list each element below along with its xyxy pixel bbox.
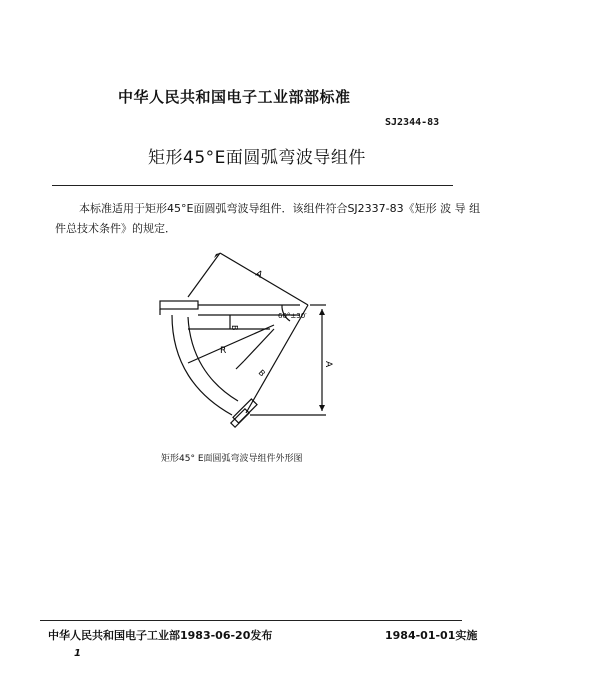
page-number: 1 — [74, 648, 81, 659]
issuing-authority-title: 中华人民共和国电子工业部部标准 — [118, 88, 351, 106]
scope-line-2: 件总技术条件》的规定． — [55, 222, 176, 235]
dimension-a-top-label: A — [253, 268, 264, 281]
radius-label: R — [220, 346, 227, 356]
waveguide-bend-drawing — [150, 245, 350, 445]
title-divider — [52, 185, 453, 186]
bottom-flange — [233, 399, 257, 423]
document-title: 矩形45°E面圆弧弯波导组件 — [148, 148, 366, 168]
angle-tolerance-label: 60°±30′ — [278, 312, 307, 320]
standard-code: SJ2344-83 — [385, 117, 440, 128]
effective-date: 1984-01-01实施 — [385, 629, 478, 642]
top-flange — [160, 301, 198, 309]
dimension-a-right-label: A — [323, 361, 333, 368]
scope-line-1: 本标准适用于矩形45°E面圆弧弯波导组件．该组件符合SJ2337-83《矩形 波 导 组 — [79, 202, 481, 215]
dimension-b-top-label: B — [230, 325, 239, 331]
footer-divider — [40, 620, 462, 621]
figure-caption: 矩形45° E面圆弧弯波导组件外形图 — [161, 454, 303, 464]
issue-statement: 中华人民共和国电子工业部1983-06-20发布 — [48, 629, 273, 642]
dimension-b-diagonal-label: B — [256, 368, 267, 379]
scope-paragraph — [55, 199, 481, 239]
